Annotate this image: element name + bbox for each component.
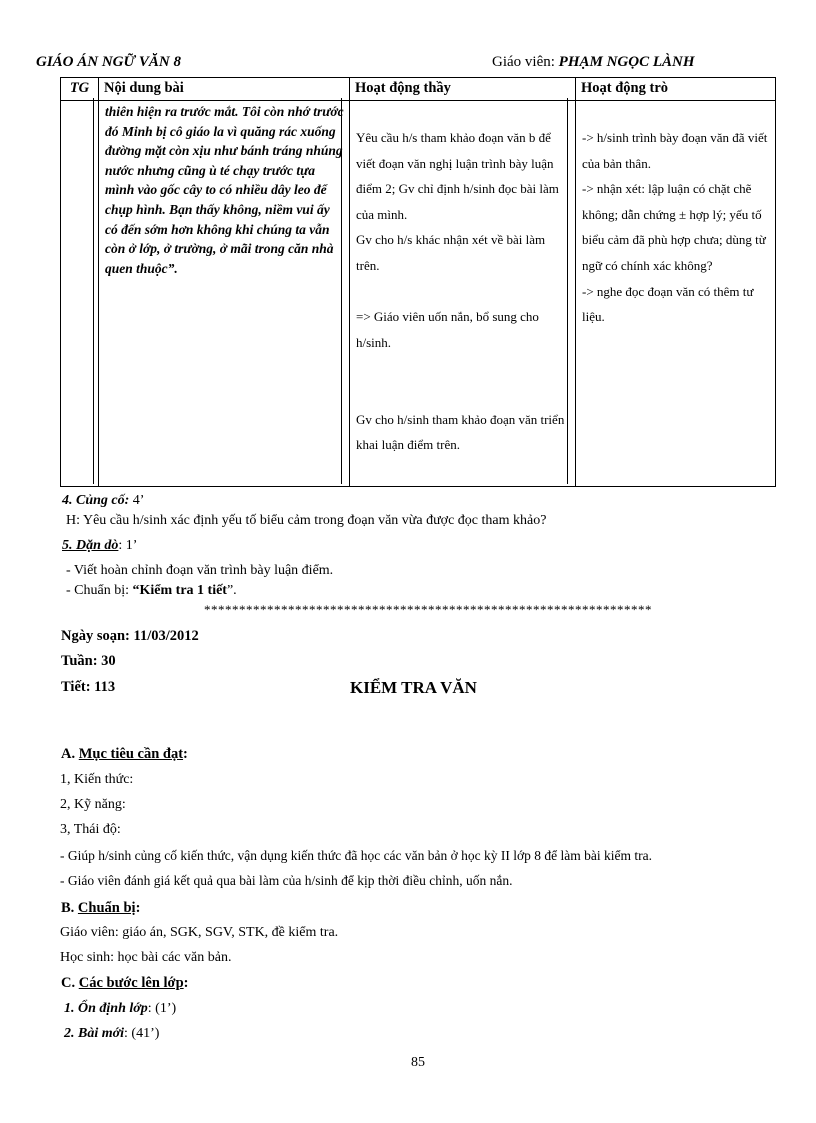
consolidate-question: H: Yêu cầu h/sinh xác định yếu tố biểu cảm trong đoạn văn vừa được đọc tham khảo? [66,513,547,528]
homework-item-1: - Viết hoàn chỉnh đoạn văn trình bày luận điểm. [66,563,334,578]
teacher-activity-3: => Giáo viên uốn nắn, bổ sung cho h/sinh. [356,309,539,350]
section-a-colon: : [183,746,188,762]
step-1-label: 1. Ổn định lớp [64,1001,148,1016]
inner-divider-3 [567,98,568,484]
section-b-heading [61,900,140,917]
student-activity-1: -> h/sinh trình bày đoạn văn đã viết của bản thân. [582,130,768,171]
teacher-activity-2: Gv cho h/s khác nhận xét về bài làm trên. [356,232,546,273]
table-row [61,101,776,487]
inner-divider-2 [341,98,342,484]
student-activity-cell [576,101,776,487]
section-b-colon: : [135,900,141,916]
inner-divider-1 [93,98,94,484]
consolidate-heading [62,493,144,509]
homework-item-2-prefix: - Chuẩn bị: [66,583,133,598]
section-c-colon: : [183,975,189,991]
knowledge-label: 1, Kiến thức: [60,772,134,787]
section-c-title: Các bước lên lớp [78,975,184,991]
page-number: 85 [411,1055,425,1070]
consolidate-time: 4’ [129,493,145,508]
homework-label: 5. Dặn dò [62,538,119,553]
lesson-period: Tiết: 113 [61,679,116,695]
document-header-title: GIÁO ÁN NGỮ VĂN 8 [36,54,181,70]
header-content: Nội dung bài [99,78,350,101]
teacher-activity-cell [350,101,576,487]
step-1 [64,1001,176,1017]
lesson-title: KIỂM TRA VĂN [350,678,477,697]
student-activity-3: -> nghe đọc đoạn văn có thêm tư liệu. [582,283,754,325]
homework-heading [62,538,137,554]
teacher-activity-1: Yêu cầu h/s tham khảo đoạn văn b để viết đoạn văn nghị luận trình bày luận điểm 2; Gv chỉ định h/sinh đọc bài làm của mình. [356,130,559,222]
homework-item-2-bold: “Kiểm tra 1 tiết [132,583,227,598]
homework-item-2 [66,583,237,599]
section-b-title: Chuẩn bị [77,900,136,916]
section-b-prefix: B. [61,900,78,916]
step-2 [64,1026,159,1042]
separator-stars: **************************************************************** [204,602,652,617]
goal-1: - Giúp h/sinh củng cố kiến thức, vận dụng kiến thức đã học các văn bản ở học kỳ II lớp 8 để làm bài kiểm tra. [60,848,652,863]
section-a-heading [61,746,188,763]
table-header-row [61,78,776,101]
teacher-label: Giáo viên: [492,54,559,70]
header-tg: TG [61,78,99,101]
step-1-time: : (1’) [147,1001,177,1016]
teacher-activity-4: Gv cho h/sinh tham khảo đoạn văn triển khai luận điểm trên. [356,411,565,453]
lesson-week: Tuần: 30 [61,653,116,669]
section-a-title: Mục tiêu cần đạt [78,746,184,762]
prep-teacher: Giáo viên: giáo án, SGK, SGV, STK, đề kiểm tra. [60,925,339,940]
section-c-heading [61,975,189,992]
lesson-date: Ngày soạn: 11/03/2012 [61,628,199,644]
homework-time: : 1’ [118,538,138,553]
section-a-prefix: A. [61,746,79,762]
header-student: Hoạt động trò [576,78,776,101]
section-c-prefix: C. [61,975,79,991]
homework-item-2-suffix: ”. [226,583,237,598]
step-2-time: : (41’) [124,1026,160,1041]
teacher-name: PHẠM NGỌC LÀNH [558,54,695,70]
lesson-table [60,77,776,487]
consolidate-label: 4. Củng cố: [62,493,130,508]
skills-label: 2, Kỹ năng: [60,797,126,812]
student-activity-2: -> nhận xét: lập luận có chặt chẽ không; dẫn chứng ± hợp lý; yếu tố biểu cảm đã phù hợp chưa; dùng từ ngữ có chính xác không? [582,181,766,273]
header-teacher: Hoạt động thầy [350,78,576,101]
content-cell: thiên hiện ra trước mắt. Tôi còn nhớ trước đó Minh bị cô giáo la vì quăng rác xuống đường mặt còn xịu như bánh tráng nhúng nước nhưng cũng ù té chạy trước tựa mình vào gốc cây to có nhiều dây leo để chụp hình. Bạn thấy không, niềm vui ấy có đến sớm hơn không khi chúng ta vẫn còn ở lớp, ở trường, ở mãi trong căn nhà quen thuộc”. [99,101,350,487]
step-2-label: 2. Bài mới [64,1026,125,1041]
teacher-header [492,54,695,71]
prep-student: Học sinh: học bài các văn bản. [60,950,232,965]
goal-2: - Giáo viên đánh giá kết quả qua bài làm của h/sinh để kịp thời điều chỉnh, uốn nắn. [60,873,513,888]
attitude-label: 3, Thái độ: [60,822,121,837]
